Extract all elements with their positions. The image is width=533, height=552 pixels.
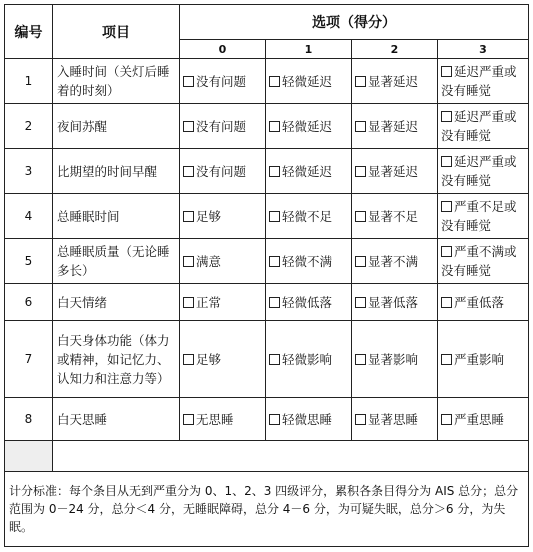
option-label: 显著延迟: [368, 163, 419, 179]
option-label: 无思睡: [196, 411, 234, 427]
header-score-3: 3: [438, 40, 529, 59]
checkbox-icon[interactable]: [269, 256, 280, 267]
ais-scale-table: [4, 4, 529, 547]
checkbox-icon[interactable]: [441, 111, 452, 122]
checkbox-icon[interactable]: [269, 166, 280, 177]
checkbox-icon[interactable]: [183, 256, 194, 267]
option-1[interactable]: [266, 104, 352, 149]
row-number: 6: [5, 284, 53, 321]
option-label: 轻微影响: [282, 351, 333, 367]
checkbox-icon[interactable]: [269, 354, 280, 365]
option-3[interactable]: [438, 398, 529, 441]
option-label: 轻微低落: [282, 294, 333, 310]
option-2[interactable]: [352, 194, 438, 239]
table-row: [5, 59, 529, 104]
option-0[interactable]: [180, 239, 266, 284]
option-label: 显著不足: [368, 208, 419, 224]
table-row: [5, 194, 529, 239]
checkbox-icon[interactable]: [355, 256, 366, 267]
checkbox-icon[interactable]: [441, 414, 452, 425]
row-number: 4: [5, 194, 53, 239]
row-item: 白天情绪: [53, 284, 180, 321]
table-row: [5, 398, 529, 441]
scoring-note-row: [5, 472, 529, 547]
row-number: 5: [5, 239, 53, 284]
option-3[interactable]: [438, 104, 529, 149]
checkbox-icon[interactable]: [269, 297, 280, 308]
checkbox-icon[interactable]: [441, 246, 452, 257]
table-row: [5, 321, 529, 398]
option-label: 轻微不满: [282, 253, 333, 269]
option-1[interactable]: [266, 284, 352, 321]
option-2[interactable]: [352, 59, 438, 104]
row-item: 总睡眠时间: [53, 194, 180, 239]
option-3[interactable]: [438, 239, 529, 284]
blank-row: [5, 441, 529, 472]
option-3[interactable]: [438, 59, 529, 104]
scoring-note: 计分标准：每个条目从无到严重分为 0、1、2、3 四级评分，累积各条目得分为 AIS 总分；总分范围为 0－24 分，总分＜4 分，无睡眠障碍，总分 4－6 分，为可疑失眠，总分＞6 分，为失眠。: [5, 472, 529, 547]
table-row: [5, 149, 529, 194]
checkbox-icon[interactable]: [441, 297, 452, 308]
blank-cell: [5, 441, 53, 472]
header-item: 项目: [53, 5, 180, 59]
option-label: 足够: [196, 351, 222, 367]
checkbox-icon[interactable]: [183, 121, 194, 132]
row-number: 2: [5, 104, 53, 149]
option-label: 严重思睡: [454, 411, 505, 427]
table-row: [5, 239, 529, 284]
option-label: 严重影响: [454, 351, 505, 367]
option-label: 延迟严重或没有睡觉: [441, 64, 517, 98]
option-label: 轻微不足: [282, 208, 333, 224]
option-0[interactable]: [180, 59, 266, 104]
checkbox-icon[interactable]: [441, 354, 452, 365]
option-label: 严重不满或没有睡觉: [441, 244, 517, 278]
row-number: 7: [5, 321, 53, 398]
header-number: 编号: [5, 5, 53, 59]
checkbox-icon[interactable]: [183, 166, 194, 177]
checkbox-icon[interactable]: [355, 297, 366, 308]
option-label: 严重低落: [454, 294, 505, 310]
option-label: 轻微延迟: [282, 118, 333, 134]
checkbox-icon[interactable]: [441, 156, 452, 167]
option-label: 轻微思睡: [282, 411, 333, 427]
row-item: 白天身体功能（体力或精神，如记忆力、认知力和注意力等）: [53, 321, 180, 398]
option-3[interactable]: [438, 321, 529, 398]
checkbox-icon[interactable]: [183, 414, 194, 425]
checkbox-icon[interactable]: [441, 66, 452, 77]
row-item: 夜间苏醒: [53, 104, 180, 149]
checkbox-icon[interactable]: [355, 166, 366, 177]
option-3[interactable]: [438, 149, 529, 194]
option-label: 没有问题: [196, 73, 247, 89]
row-number: 1: [5, 59, 53, 104]
option-label: 显著延迟: [368, 118, 419, 134]
table-row: [5, 284, 529, 321]
option-0[interactable]: [180, 104, 266, 149]
option-2[interactable]: [352, 104, 438, 149]
option-label: 轻微延迟: [282, 163, 333, 179]
option-2[interactable]: [352, 239, 438, 284]
row-item: 总睡眠质量（无论睡多长）: [53, 239, 180, 284]
option-1[interactable]: [266, 398, 352, 441]
option-label: 延迟严重或没有睡觉: [441, 154, 517, 188]
option-label: 轻微延迟: [282, 73, 333, 89]
option-1[interactable]: [266, 239, 352, 284]
blank-cell: [53, 441, 529, 472]
row-item: 入睡时间（关灯后睡着的时刻）: [53, 59, 180, 104]
checkbox-icon[interactable]: [269, 211, 280, 222]
option-0[interactable]: [180, 194, 266, 239]
checkbox-icon[interactable]: [183, 76, 194, 87]
option-label: 显著低落: [368, 294, 419, 310]
header-score-2: 2: [352, 40, 438, 59]
option-label: 显著不满: [368, 253, 419, 269]
checkbox-icon[interactable]: [183, 354, 194, 365]
option-0[interactable]: [180, 321, 266, 398]
option-2[interactable]: [352, 284, 438, 321]
option-label: 显著思睡: [368, 411, 419, 427]
option-2[interactable]: [352, 321, 438, 398]
option-3[interactable]: [438, 194, 529, 239]
checkbox-icon[interactable]: [269, 121, 280, 132]
option-label: 严重不足或没有睡觉: [441, 199, 517, 233]
option-label: 没有问题: [196, 118, 247, 134]
option-label: 延迟严重或没有睡觉: [441, 109, 517, 143]
option-1[interactable]: [266, 321, 352, 398]
header-score-1: 1: [266, 40, 352, 59]
option-label: 显著影响: [368, 351, 419, 367]
row-item: 比期望的时间早醒: [53, 149, 180, 194]
option-label: 没有问题: [196, 163, 247, 179]
option-2[interactable]: [352, 149, 438, 194]
table-row: [5, 104, 529, 149]
option-0[interactable]: [180, 149, 266, 194]
checkbox-icon[interactable]: [355, 121, 366, 132]
checkbox-icon[interactable]: [355, 414, 366, 425]
option-label: 显著延迟: [368, 73, 419, 89]
header-score-0: 0: [180, 40, 266, 59]
option-2[interactable]: [352, 398, 438, 441]
row-number: 3: [5, 149, 53, 194]
option-label: 足够: [196, 208, 222, 224]
checkbox-icon[interactable]: [183, 297, 194, 308]
checkbox-icon[interactable]: [355, 354, 366, 365]
row-item: 白天思睡: [53, 398, 180, 441]
option-label: 正常: [196, 294, 222, 310]
checkbox-icon[interactable]: [269, 76, 280, 87]
option-3[interactable]: [438, 284, 529, 321]
row-number: 8: [5, 398, 53, 441]
checkbox-icon[interactable]: [441, 201, 452, 212]
checkbox-icon[interactable]: [183, 211, 194, 222]
checkbox-icon[interactable]: [269, 414, 280, 425]
header-options: 选项（得分）: [180, 5, 529, 40]
checkbox-icon[interactable]: [355, 211, 366, 222]
option-0[interactable]: [180, 398, 266, 441]
option-1[interactable]: [266, 149, 352, 194]
checkbox-icon[interactable]: [355, 76, 366, 87]
option-1[interactable]: [266, 194, 352, 239]
option-1[interactable]: [266, 59, 352, 104]
option-0[interactable]: [180, 284, 266, 321]
option-label: 满意: [196, 253, 222, 269]
